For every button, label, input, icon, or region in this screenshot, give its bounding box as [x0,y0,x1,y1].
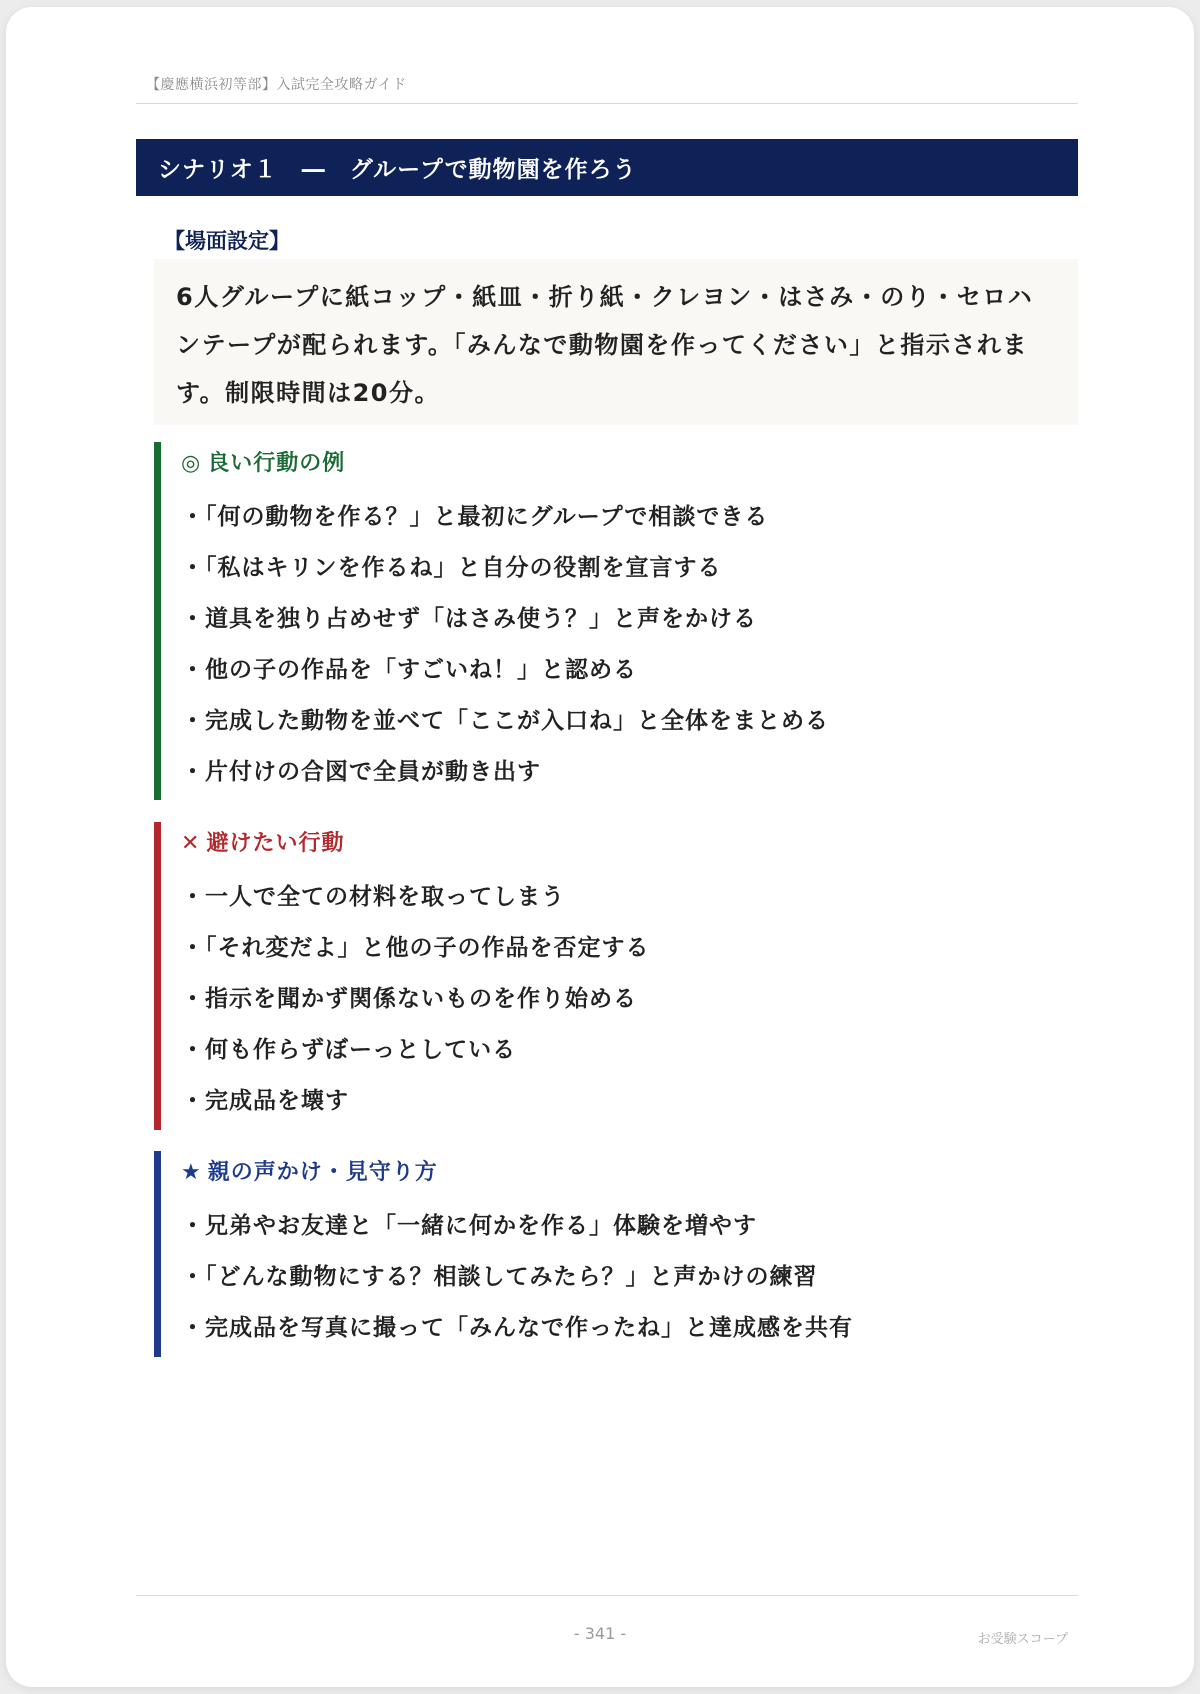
parent-advice-heading [181,1151,1074,1195]
avoid-behavior-section [154,822,1074,1130]
brand-name: お受験スコープ [977,1632,1068,1647]
list-item: ・兄弟やお友達と「一緒に何かを作る」体験を増やす [181,1213,757,1239]
list-item: ・指示を聞かず関係ないものを作り始める [181,986,637,1012]
scenario-title: シナリオ１ ― グループで動物園を作ろう [158,157,637,183]
list-item: ・何も作らずぼーっとしている [181,1037,517,1063]
list-item: ・片付けの合図で全員が動き出す [181,759,541,785]
avoid-behavior-title: 避けたい行動 [206,831,345,856]
list-item: ・完成した動物を並べて「ここが入口ね」と全体をまとめる [181,708,829,734]
parent-advice-title: 親の声かけ・見守り方 [207,1160,438,1185]
good-behavior-title: 良い行動の例 [207,451,346,476]
scenario-title-bar [136,139,1078,196]
list-item: ・「何の動物を作る？」と最初にグループで相談できる [181,504,769,530]
good-behavior-list [181,492,1074,798]
list-item: ・道具を独り占めせず「はさみ使う？」と声をかける [181,606,757,632]
list-item: ・「どんな動物にする？相談してみたら？」と声かけの練習 [181,1264,818,1290]
cross-icon: ✕ [181,831,201,856]
setting-body: 6人グループに紙コップ・紙皿・折り紙・クレヨン・はさみ・のり・セロハンテープが配られます。「みんなで動物園を作ってください」と指示されます。制限時間は20分。 [176,283,1034,407]
running-header: 【慶應横浜初等部】入試完全攻略ガイド [146,77,407,93]
list-item: ・完成品を壊す [181,1088,349,1114]
star-icon: ★ [181,1160,202,1185]
document-page [6,7,1194,1687]
list-item: ・「私はキリンを作るね」と自分の役割を宣言する [181,555,722,581]
avoid-behavior-heading [181,822,1074,866]
avoid-behavior-list [181,872,1074,1127]
list-item: ・完成品を写真に撮って「みんなで作ったね」と達成感を共有 [181,1315,853,1341]
list-item: ・他の子の作品を「すごいね！」と認める [181,657,637,683]
page-number: - 341 - [573,1624,627,1643]
setting-box [154,259,1078,425]
double-circle-icon: ◎ [181,451,202,476]
list-item: ・「それ変だよ」と他の子の作品を否定する [181,935,650,961]
setting-label: 【場面設定】 [164,229,290,253]
good-behavior-heading [181,442,1074,486]
parent-advice-section [154,1151,1074,1357]
list-item: ・一人で全ての材料を取ってしまう [181,884,565,910]
header-divider [136,103,1078,104]
footer-divider [136,1595,1078,1596]
good-behavior-section [154,442,1074,800]
parent-advice-list [181,1201,1074,1354]
